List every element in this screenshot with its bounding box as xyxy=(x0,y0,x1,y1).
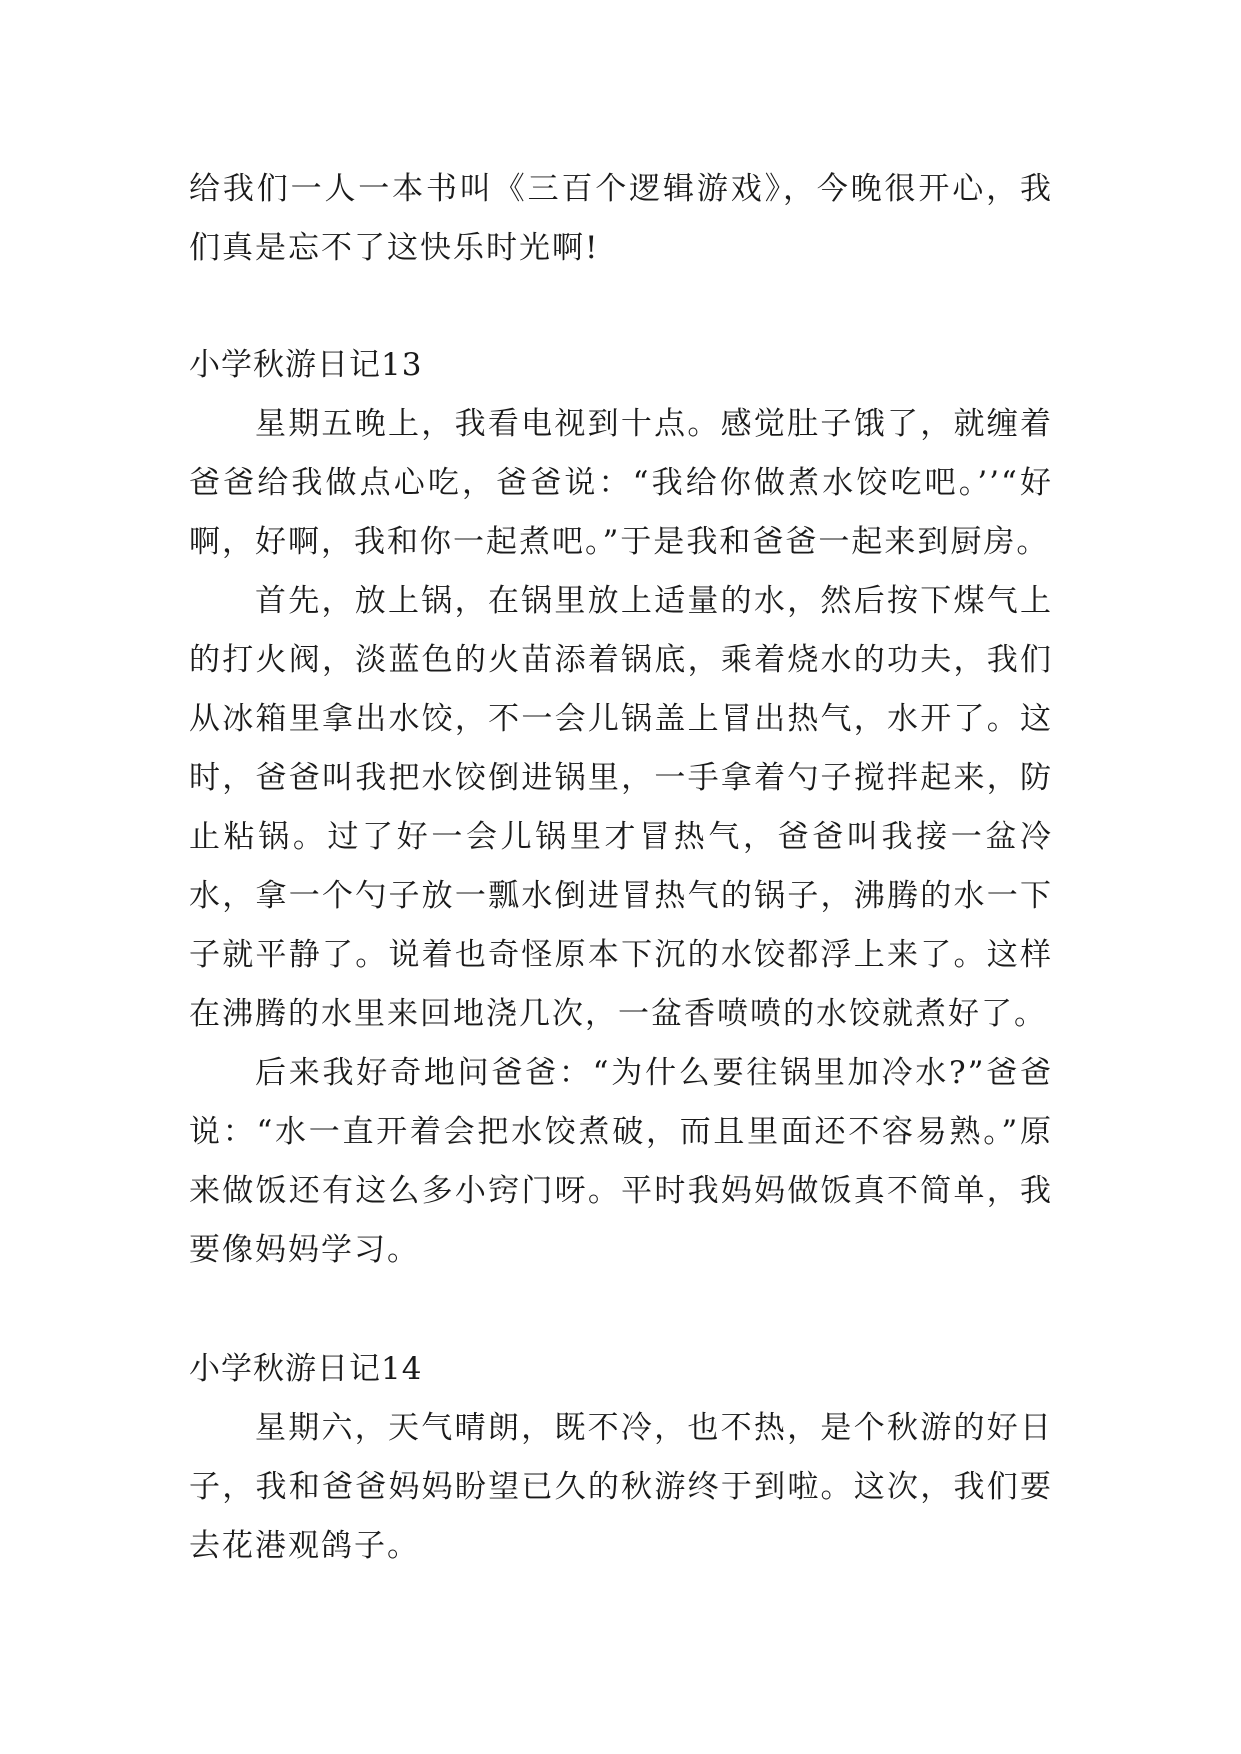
section-spacer xyxy=(189,1280,1053,1340)
diary-14-paragraph-1: 星期六，天气晴朗，既不冷，也不热，是个秋游的好日子，我和爸爸妈妈盼望已久的秋游终于到啦。这次，我们要去花港观鸽子。 xyxy=(189,1410,1053,1564)
section-spacer xyxy=(189,278,1053,336)
continuation-paragraph: 给我们一人一本书叫《三百个逻辑游戏》，今晚很开心，我们真是忘不了这快乐时光啊! xyxy=(189,171,1053,266)
diary-13-heading: 小学秋游日记13 xyxy=(189,347,423,383)
diary-13-paragraph-2: 首先，放上锅，在锅里放上适量的水，然后按下煤气上的打火阀，淡蓝色的火苗添着锅底，乘着烧水的功夫，我们从冰箱里拿出水饺，不一会儿锅盖上冒出热气，水开了。这时，爸爸叫我把水饺倒进锅里，一手拿着勺子搅拌起来，防止粘锅。过了好一会儿锅里才冒热气，爸爸叫我接一盆冷水，拿一个勺子放一瓢水倒进冒热气的锅子，沸腾的水一下子就平静了。说着也奇怪原本下沉的水饺都浮上来了。这样在沸腾的水里来回地浇几次，一盆香喷喷的水饺就煮好了。 xyxy=(189,583,1053,1032)
diary-14-heading: 小学秋游日记14 xyxy=(189,1351,423,1387)
document-body xyxy=(189,160,1053,1576)
diary-13-paragraph-3: 后来我好奇地问爸爸：“为什么要往锅里加冷水?”爸爸说：“水一直开着会把水饺煮破，而且里面还不容易熟。”原来做饭还有这么多小窍门呀。平时我妈妈做饭真不简单，我要像妈妈学习。 xyxy=(189,1055,1053,1268)
diary-13-paragraph-1: 星期五晚上，我看电视到十点。感觉肚子饿了，就缠着爸爸给我做点心吃，爸爸说：“我给你做煮水饺吃吧。’’“好啊，好啊，我和你一起煮吧。”于是我和爸爸一起来到厨房。 xyxy=(189,406,1053,560)
